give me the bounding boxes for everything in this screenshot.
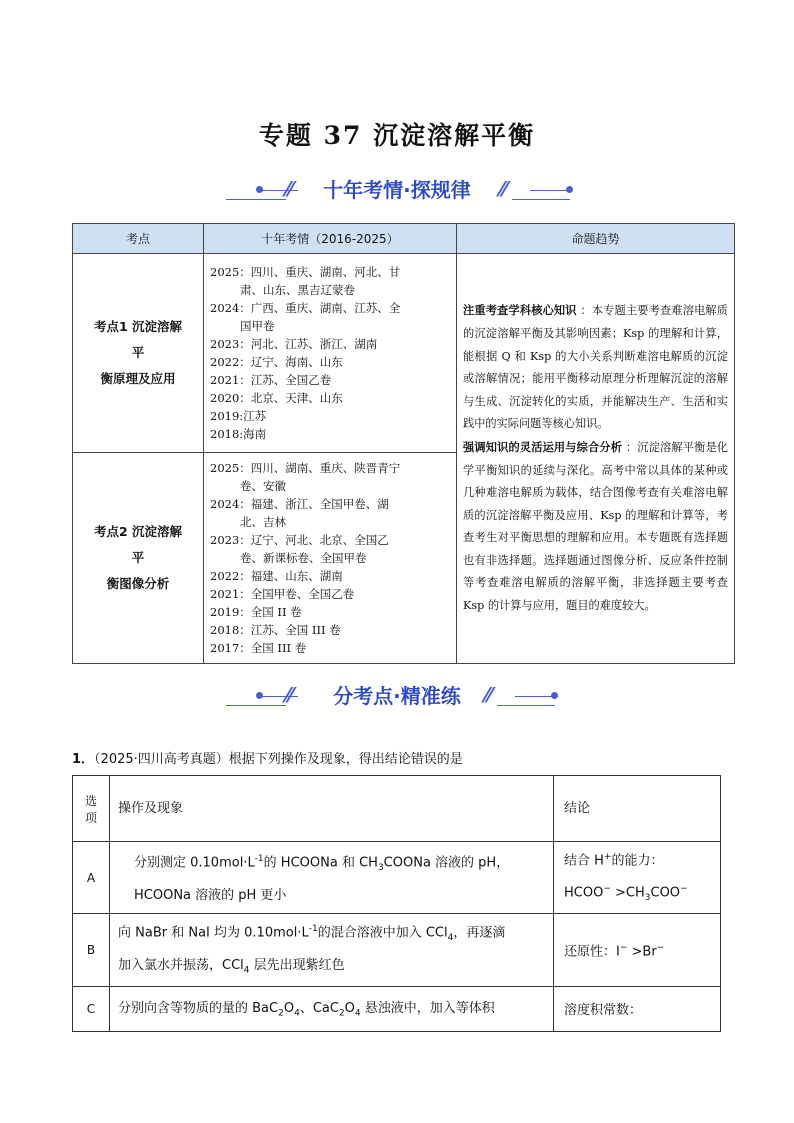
option-conclusion: 溶度积常数： (554, 987, 721, 1032)
years-line: 卷、安徽 (240, 479, 286, 493)
banner-dot-icon (551, 692, 558, 699)
topic-cell (73, 453, 204, 664)
years-line: 2018：江苏、全国 III 卷 (210, 623, 341, 637)
trend-cell (457, 254, 735, 664)
banner-dot-icon (566, 186, 573, 193)
table-header-row (73, 224, 735, 254)
trend-text: ：沉淀溶解平衡是化学平衡知识的延续与深化。高考中常以具体的某种或几种难溶电解质为载体，结合图像考查有关难溶电解质的沉淀溶解平衡及应用、Ksp 的理解和计算等，考查考生对平衡思想的理解和应用。本专题既有选择题也有非选择题。选择题通过图像分析、反应条件控制等考查难溶电解质的溶解平衡，非选择题主要考查 Ksp 的计算与应用，题目的难度较大。 (463, 440, 728, 613)
question-table (72, 775, 721, 1032)
years-cell (204, 453, 457, 664)
con-text: >Br (627, 944, 657, 960)
years-line: 2019:江苏 (210, 409, 267, 423)
op-text: O (344, 1000, 355, 1016)
question-number: 1． (72, 752, 95, 767)
section-banner-2 (0, 681, 794, 711)
question-text: 根据下列操作及现象，得出结论错误的是 (228, 752, 463, 767)
con-sup: + (603, 851, 612, 862)
years-line: 2024：广西、重庆、湖南、江苏、全 (210, 301, 401, 315)
topic-line: 考点2 沉淀溶解 (93, 524, 183, 539)
banner-title: 十年考情·探规律 (323, 178, 471, 202)
option-conclusion (554, 914, 721, 987)
header-option-line: 项 (84, 810, 97, 825)
op-sup: -1 (254, 854, 264, 865)
option-label: A (73, 842, 110, 914)
con-sub: 3 (644, 893, 651, 904)
con-sup: − (619, 942, 628, 953)
trend-heading: 注重考查学科核心知识 (463, 303, 577, 318)
topic-line: 衡原理及应用 (100, 371, 176, 386)
banner-line (530, 190, 568, 191)
op-text: 的混合溶液中加入 CCl (317, 925, 448, 941)
topic-line: 平 (131, 345, 145, 360)
op-text: 的 HCOONa 和 CH (263, 855, 378, 871)
summary-table (72, 223, 735, 664)
years-line: 2017：全国 III 卷 (210, 641, 307, 655)
op-sub: 4 (294, 1008, 300, 1019)
years-cell (204, 254, 457, 453)
op-sub: 3 (377, 862, 384, 873)
con-sup: − (680, 884, 688, 895)
op-text: 悬浊液中，加入等体积 (360, 1000, 495, 1016)
header-operation: 操作及现象 (110, 776, 554, 842)
option-operation (110, 842, 554, 914)
years-line: 2021：江苏、全国乙卷 (210, 373, 332, 387)
option-row-a (73, 842, 721, 914)
op-text: COONa 溶液的 pH， (383, 855, 510, 871)
op-text: 分别测定 0.10mol·L (134, 855, 255, 871)
op-text: ，再逐滴 (453, 925, 506, 941)
header-conclusion: 结论 (554, 776, 721, 842)
banner-underline (497, 705, 555, 706)
question-header-row (73, 776, 721, 842)
years-line: 国甲卷 (240, 319, 275, 333)
header-topic: 考点 (73, 224, 204, 254)
years-line: 2019：全国 II 卷 (210, 605, 302, 619)
conclusion-line (564, 875, 710, 912)
op-sub: 4 (447, 933, 454, 944)
years-line: 2025：四川、重庆、湖南、河北、甘 (210, 265, 401, 279)
trend-text: ：本专题主要考查难溶电解质的沉淀溶解平衡及其影响因素；Ksp 的理解和计算，能根据 Q 和 Ksp 的大小关系判断难溶电解质的沉淀或溶解情况；能用平衡移动原理分析理解沉淀的溶解与生成、沉淀转化的实质，并能解决生产、生活和实践中的实际问题等核心知识。 (463, 304, 728, 431)
header-trend: 命题趋势 (457, 224, 735, 254)
op-sub: 4 (243, 965, 250, 976)
trend-heading: 强调知识的灵活运用与综合分析 (463, 439, 623, 454)
op-text: 加入氯水并振荡，CCl (118, 958, 244, 974)
op-text: 分别向含等物质的量的 BaC (118, 1000, 279, 1016)
option-label: B (73, 914, 110, 987)
option-operation (110, 914, 554, 987)
con-text: 结合 H (564, 853, 604, 869)
page-title: 专题 37 沉淀溶解平衡 (258, 121, 536, 150)
op-sub: 2 (338, 1008, 345, 1019)
years-line: 2023：辽宁、河北、北京、全国乙 (210, 533, 389, 547)
years-line: 2022：辽宁、海南、山东 (210, 355, 343, 369)
years-line: 北、吉林 (240, 515, 286, 529)
years-line: 肃、山东、黑吉辽蒙卷 (240, 283, 355, 297)
op-text: 向 NaBr 和 NaI 均为 0.10mol·L (118, 925, 309, 941)
banner-title: 分考点·精准练 (333, 684, 461, 708)
op-text: 层先出现紫红色 (249, 958, 345, 974)
years-line: 2024：福建、浙江、全国甲卷、湖 (210, 497, 389, 511)
banner-underline (512, 199, 570, 200)
years-line: 2022：福建、山东、湖南 (210, 569, 343, 583)
question-stem (72, 748, 463, 767)
con-text: 还原性：I (564, 944, 620, 960)
banner-line (515, 696, 553, 697)
option-conclusion (554, 842, 721, 914)
header-option (73, 776, 110, 842)
op-sup: -1 (308, 924, 318, 935)
years-line: 2023：河北、江苏、浙江、湖南 (210, 337, 378, 351)
operation-line: HCOONa 溶液的 pH 更小 (134, 887, 287, 903)
banner-slash-icon: ⁄⁄ (500, 177, 507, 201)
operation-line (118, 952, 545, 985)
question-source: （2025·四川高考真题） (94, 752, 229, 767)
option-label: C (73, 987, 110, 1032)
topic-cell (73, 254, 204, 453)
banner-slash-icon: ⁄⁄ (286, 177, 293, 201)
op-text: O (283, 1000, 295, 1016)
operation-line (134, 845, 545, 882)
topic-line: 衡图像分析 (106, 576, 170, 591)
topic-line: 考点1 沉淀溶解 (93, 319, 183, 334)
con-sup: − (603, 884, 611, 895)
section-banner-1 (0, 175, 794, 205)
banner-slash-icon: ⁄⁄ (286, 683, 293, 707)
years-line: 2021：全国甲卷、全国乙卷 (210, 587, 355, 601)
operation-line (118, 915, 545, 952)
header-years: 十年考情（2016-2025） (204, 224, 457, 254)
years-line: 2020：北京、天津、山东 (210, 391, 343, 405)
conclusion-line (564, 843, 710, 875)
banner-slash-icon: ⁄⁄ (485, 683, 492, 707)
table-row (73, 254, 735, 453)
years-line: 2018:海南 (210, 427, 267, 441)
years-line: 2025：四川、湖南、重庆、陕晋青宁 (210, 461, 401, 475)
option-row-c (73, 987, 721, 1032)
con-text: HCOO (564, 885, 604, 901)
op-text: 、CaC (299, 1000, 339, 1016)
op-sub: 4 (354, 1008, 361, 1019)
op-sub: 2 (278, 1008, 284, 1019)
option-operation (110, 987, 554, 1032)
topic-line: 平 (131, 550, 145, 565)
header-option-line: 选 (84, 793, 97, 808)
con-text: 的能力： (611, 853, 664, 869)
years-line: 卷、新课标卷、全国甲卷 (240, 551, 367, 565)
con-text: COO (650, 885, 681, 901)
con-text: >CH (610, 885, 645, 901)
option-row-b (73, 914, 721, 987)
con-sup: − (656, 942, 665, 953)
